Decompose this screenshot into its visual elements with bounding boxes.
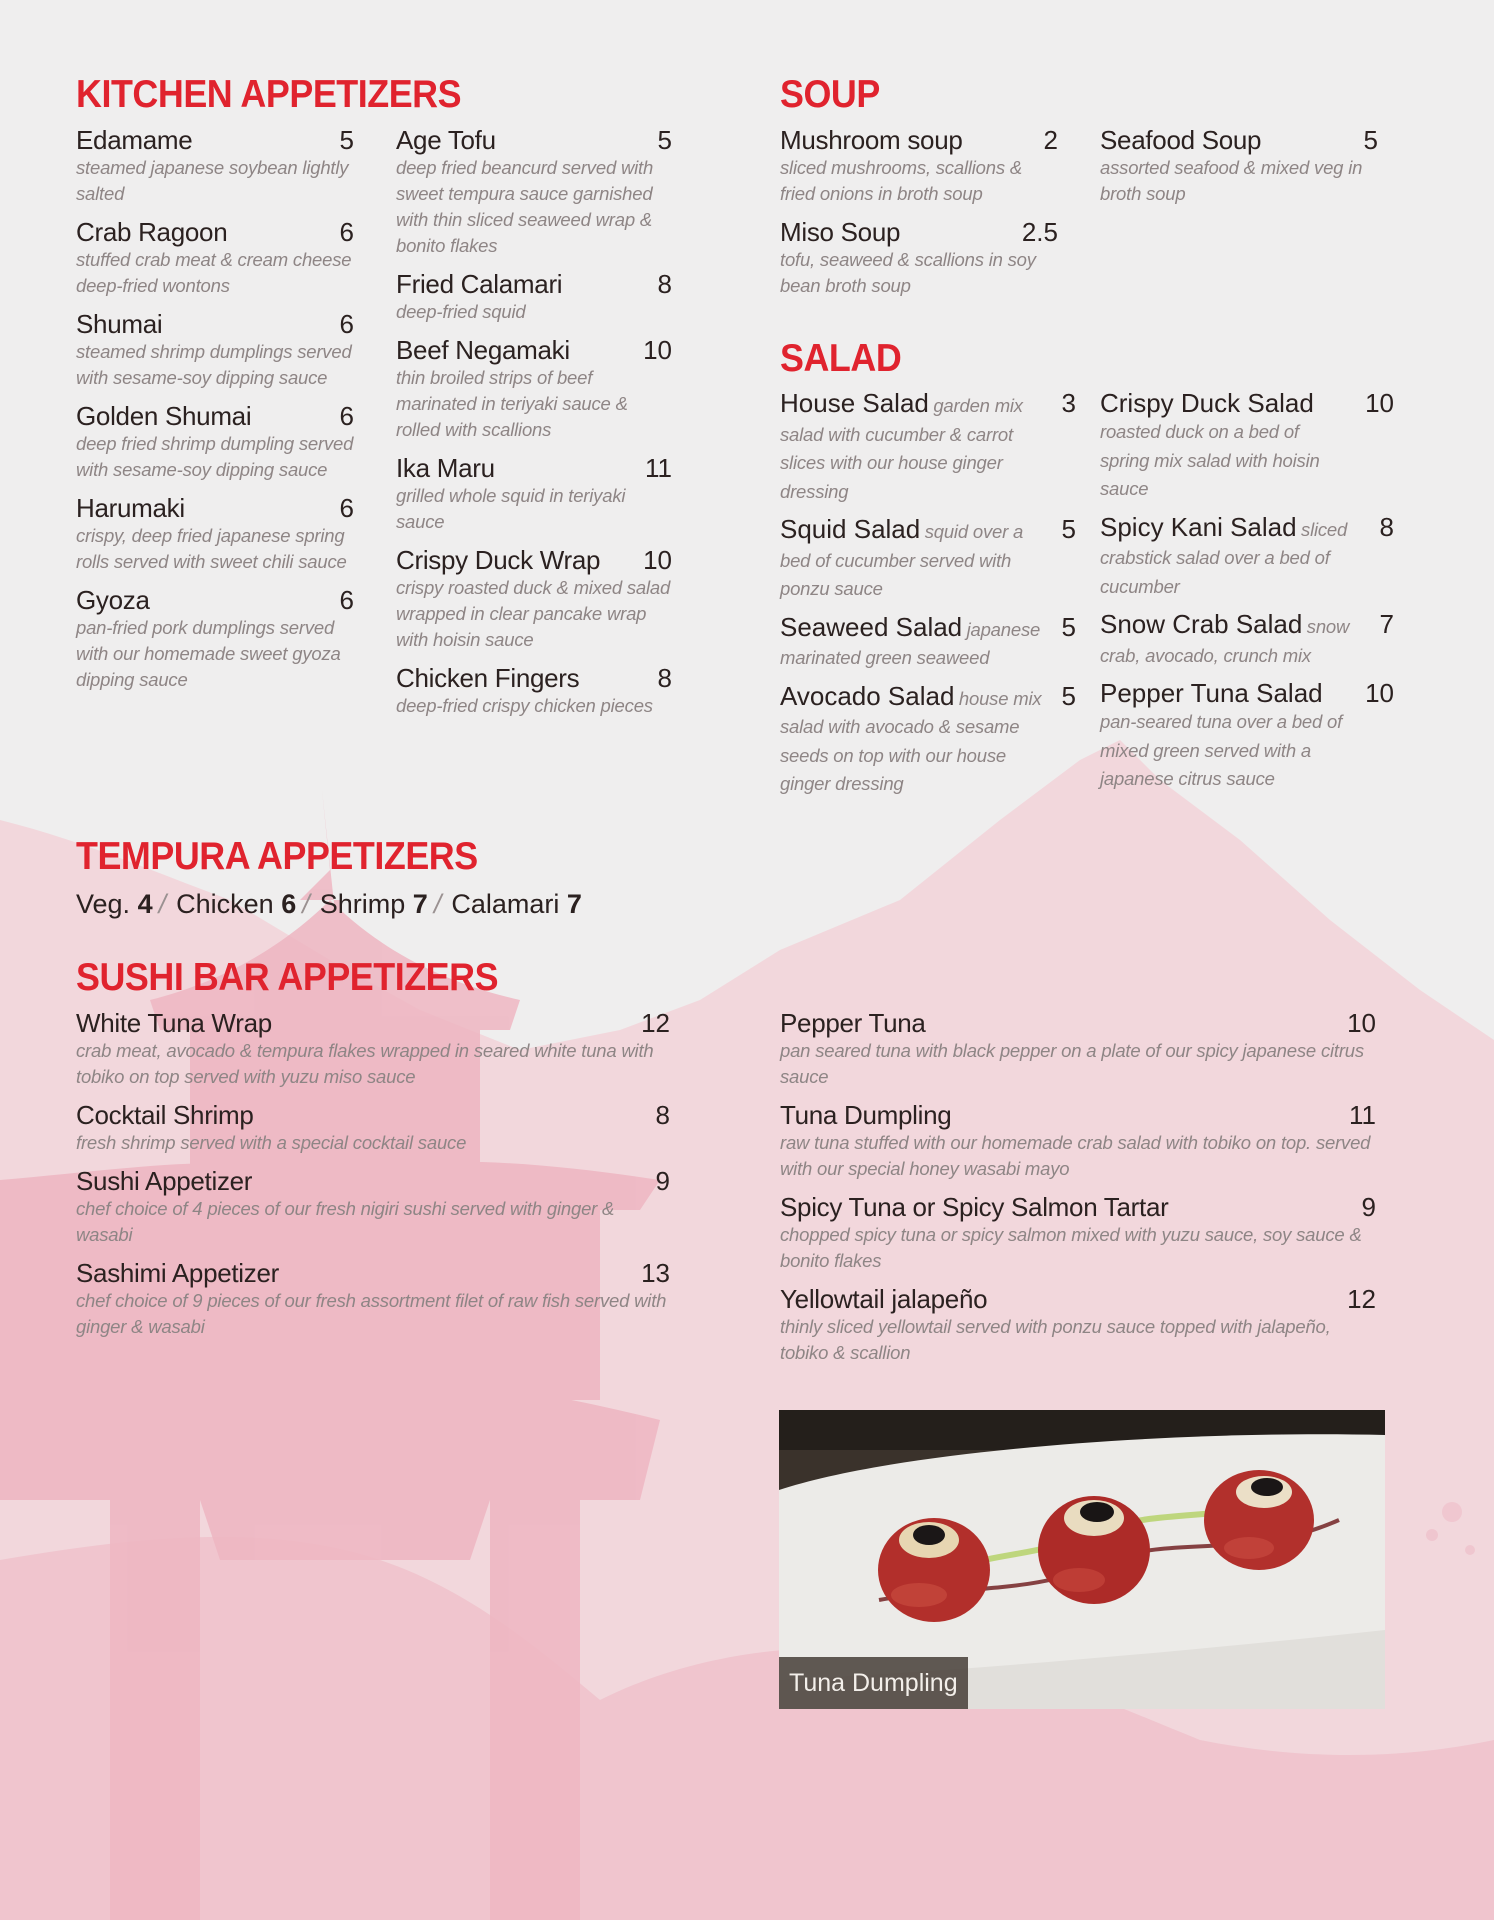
menu-item-price: 5 [1061, 611, 1076, 642]
menu-item-name: Seafood Soup [1100, 125, 1262, 155]
section-title-tempura-appetizers: TEMPURA APPETIZERS [76, 835, 478, 878]
menu-item-price: 9 [655, 1166, 670, 1196]
menu-item [396, 269, 672, 325]
menu-item-name: Yellowtail jalapeño [780, 1284, 988, 1314]
tempura-item-price: 7 [412, 889, 428, 919]
menu-item [396, 663, 672, 719]
menu-item-name: Shumai [76, 309, 163, 339]
menu-item-header [76, 125, 354, 155]
menu-item-header [780, 612, 1076, 673]
soup-column-1 [780, 125, 1058, 309]
soup-column-2 [1100, 125, 1378, 217]
menu-item-price: 5 [1061, 680, 1076, 711]
menu-item-price: 10 [643, 335, 672, 365]
menu-item [1100, 609, 1394, 670]
sushi-bar-column-1 [76, 1008, 670, 1350]
menu-item [76, 1258, 670, 1340]
menu-item-description: deep-fried squid [396, 301, 526, 322]
menu-item-text [780, 388, 1062, 506]
menu-item [1100, 678, 1394, 794]
menu-item [780, 1284, 1376, 1366]
menu-item-header [780, 1192, 1376, 1222]
menu-item [396, 545, 672, 653]
menu-item-header [76, 1258, 670, 1288]
tempura-item-name: Veg. [76, 889, 131, 919]
menu-item-name: Snow Crab Salad [1100, 609, 1303, 639]
menu-item-description: raw tuna stuffed with our homemade crab salad with tobiko on top. served with our special honey wasabi mayo [780, 1132, 1371, 1179]
menu-item-name: Mushroom soup [780, 125, 963, 155]
menu-item-name: White Tuna Wrap [76, 1008, 272, 1038]
menu-item-description: tofu, seaweed & scallions in soy bean broth soup [780, 249, 1036, 296]
menu-item-price: 12 [641, 1008, 670, 1038]
menu-item [780, 1008, 1376, 1090]
menu-item-description: stuffed crab meat & cream cheese deep-fried wontons [76, 249, 352, 296]
menu-item-description: garden mix salad with cucumber & carrot slices with our house ginger dressing [780, 395, 1023, 502]
menu-item-price: 10 [1365, 678, 1394, 708]
section-title-sushi-bar-appetizers: SUSHI BAR APPETIZERS [76, 956, 499, 999]
menu-item-header [76, 585, 354, 615]
menu-item-price: 6 [339, 493, 354, 523]
menu-item-description: deep-fried crispy chicken pieces [396, 695, 653, 716]
menu-item-header [76, 1008, 670, 1038]
menu-item-header [1100, 388, 1394, 504]
menu-item-description: steamed shrimp dumplings served with sesame-soy dipping sauce [76, 341, 352, 388]
tempura-separator: / [302, 889, 310, 919]
menu-item-price: 10 [1347, 1008, 1376, 1038]
menu-item-header [76, 217, 354, 247]
menu-item-name: Avocado Salad [780, 680, 955, 711]
menu-item-header [76, 493, 354, 523]
tempura-price-line [76, 888, 582, 920]
menu-item-name: Sashimi Appetizer [76, 1258, 280, 1288]
menu-item-price: 6 [339, 217, 354, 247]
menu-item-description: crab meat, avocado & tempura flakes wrapped in seared white tuna with tobiko on top served with yuzu miso sauce [76, 1040, 654, 1087]
menu-item-description: crispy, deep fried japanese spring rolls served with sweet chili sauce [76, 525, 347, 572]
menu-item-price: 2 [1043, 125, 1058, 155]
menu-item-name: Pepper Tuna [780, 1008, 926, 1038]
menu-item-description: pan-seared tuna over a bed of mixed green served with a japanese citrus sauce [1100, 711, 1343, 789]
menu-item-price: 12 [1347, 1284, 1376, 1314]
menu-item-header [396, 125, 672, 155]
menu-item [76, 1166, 670, 1248]
menu-item-name: House Salad [780, 388, 929, 418]
menu-item-text [1100, 512, 1380, 602]
menu-item-name: Miso Soup [780, 217, 901, 247]
menu-item-price: 5 [1363, 125, 1378, 155]
menu-item [396, 125, 672, 259]
menu-item-price: 6 [339, 309, 354, 339]
menu-item-name: Tuna Dumpling [780, 1100, 952, 1130]
menu-item-price: 6 [339, 585, 354, 615]
menu-item-description: squid over a bed of cucumber served with ponzu sauce [780, 521, 1024, 599]
tempura-separator: / [433, 889, 442, 919]
menu-item-name: Seaweed Salad [780, 611, 963, 642]
tempura-item-name: Shrimp [319, 889, 406, 919]
menu-item-header [76, 1100, 670, 1130]
menu-item-description: deep fried beancurd served with sweet tempura sauce garnished with thin sliced seaweed wrap & bonito flakes [396, 157, 654, 256]
menu-item-header [780, 388, 1076, 506]
section-title-soup: SOUP [780, 73, 880, 116]
menu-item [780, 1100, 1376, 1182]
menu-item-header [76, 401, 354, 431]
menu-item-description: chef choice of 9 pieces of our fresh assortment filet of raw fish served with ginger & wasabi [76, 1290, 667, 1337]
menu-item-description: deep fried shrimp dumpling served with sesame-soy dipping sauce [76, 433, 354, 480]
menu-item-description: chopped spicy tuna or spicy salmon mixed with yuzu sauce, soy sauce & bonito flakes [780, 1224, 1362, 1271]
menu-item-name: Ika Maru [396, 453, 495, 483]
menu-item [780, 681, 1076, 799]
menu-item-description: house mix salad with avocado & sesame seeds on top with our house ginger dressing [780, 687, 1042, 794]
menu-item [1100, 125, 1378, 207]
menu-item-header [396, 545, 672, 575]
menu-item-text [780, 514, 1062, 604]
menu-item-price: 2.5 [1021, 217, 1058, 247]
kitchen-appetizers-column-1 [76, 125, 354, 703]
menu-item [396, 453, 672, 535]
menu-item-text [1100, 388, 1365, 504]
menu-item [76, 493, 354, 575]
menu-item-description: snow crab, avocado, crunch mix [1100, 616, 1350, 666]
menu-item-name: Age Tofu [396, 125, 496, 155]
menu-item-header [396, 663, 672, 693]
menu-item-name: Crispy Duck Wrap [396, 545, 601, 575]
menu-item-description: crispy roasted duck & mixed salad wrapped in clear pancake wrap with hoisin sauce [396, 577, 671, 650]
menu-item-header [76, 1166, 670, 1196]
tempura-item-price: 7 [566, 889, 582, 919]
menu-item-description: steamed japanese soybean lightly salted [76, 157, 349, 204]
menu-item-price: 13 [641, 1258, 670, 1288]
menu-item-header [780, 1008, 1376, 1038]
menu-item-price: 11 [1349, 1100, 1376, 1130]
menu-item-price: 5 [339, 125, 354, 155]
menu-item-description: pan-fried pork dumplings served with our homemade sweet gyoza dipping sauce [76, 617, 341, 690]
menu-item [76, 401, 354, 483]
menu-item-header [396, 269, 672, 299]
menu-item [780, 217, 1058, 299]
menu-item-header [780, 681, 1076, 799]
menu-item-price: 8 [657, 663, 672, 693]
menu-item-price: 3 [1061, 388, 1076, 418]
menu-item-description: thin broiled strips of beef marinated in teriyaki sauce & rolled with scallions [396, 367, 628, 440]
menu-item-name: Cocktail Shrimp [76, 1100, 254, 1130]
menu-item-price: 5 [657, 125, 672, 155]
section-title-salad: SALAD [780, 337, 902, 380]
menu-item-description: thinly sliced yellowtail served with ponzu sauce topped with jalapeño, tobiko & scallion [780, 1316, 1331, 1363]
menu-item-description: assorted seafood & mixed veg in broth soup [1100, 157, 1363, 204]
menu-item-price: 5 [1061, 514, 1076, 544]
menu-item-name: Harumaki [76, 493, 185, 523]
menu-item-header [780, 1284, 1376, 1314]
menu-item [780, 125, 1058, 207]
menu-item-name: Pepper Tuna Salad [1100, 678, 1323, 708]
menu-item-description: chef choice of 4 pieces of our fresh nigiri sushi served with ginger & wasabi [76, 1198, 615, 1245]
menu-item-header [780, 1100, 1376, 1130]
menu-item-price: 10 [1365, 388, 1394, 418]
menu-item-name: Gyoza [76, 585, 150, 615]
menu-item-name: Chicken Fingers [396, 663, 580, 693]
menu-item-name: Spicy Kani Salad [1100, 511, 1297, 542]
menu-item-header [780, 514, 1076, 604]
menu-item [780, 1192, 1376, 1274]
menu-item [396, 335, 672, 443]
menu-item-price: 7 [1379, 609, 1394, 639]
menu-item [76, 1008, 670, 1090]
menu-item-name: Edamame [76, 125, 193, 155]
tempura-separator: / [158, 889, 167, 919]
menu-item-name: Golden Shumai [76, 401, 252, 431]
menu-item-name: Beef Negamaki [396, 335, 570, 365]
salad-column-2 [1100, 388, 1394, 802]
menu-item-description: sliced mushrooms, scallions & fried onions in broth soup [780, 157, 1022, 204]
menu-item-name: Crispy Duck Salad [1100, 388, 1314, 418]
menu-item-price: 6 [339, 401, 354, 431]
menu-item-description: sliced crabstick salad over a bed of cucumber [1100, 518, 1348, 597]
menu-item-name: Squid Salad [780, 514, 921, 544]
menu-item [1100, 388, 1394, 504]
menu-item [780, 612, 1076, 673]
menu-item-price: 11 [645, 453, 672, 483]
menu-item-header [396, 335, 672, 365]
menu-item-text [780, 612, 1062, 673]
menu-item-price: 8 [1379, 511, 1394, 542]
menu-item-header [1100, 512, 1394, 602]
menu-item [1100, 512, 1394, 602]
sushi-bar-column-2 [780, 1008, 1376, 1376]
tempura-item-price: 4 [137, 889, 153, 919]
menu-item-price: 8 [655, 1100, 670, 1130]
menu-item-header [780, 217, 1058, 247]
menu-item-name: Spicy Tuna or Spicy Salmon Tartar [780, 1192, 1169, 1222]
menu-item-description: fresh shrimp served with a special cocktail sauce [76, 1132, 467, 1153]
menu-item-text [780, 681, 1062, 799]
menu-item-description: grilled whole squid in teriyaki sauce [396, 485, 626, 532]
menu-item-header [1100, 125, 1378, 155]
menu-item [76, 1100, 670, 1156]
photo-caption: Tuna Dumpling [779, 1657, 968, 1709]
menu-item-header [780, 125, 1058, 155]
menu-item [780, 388, 1076, 506]
menu-item-header [1100, 678, 1394, 794]
menu-item [780, 514, 1076, 604]
menu-item-header [76, 309, 354, 339]
menu-item-name: Crab Ragoon [76, 217, 228, 247]
menu-item [76, 585, 354, 693]
menu-item-name: Sushi Appetizer [76, 1166, 253, 1196]
menu-item-price: 10 [643, 545, 672, 575]
menu-item-description: japanese marinated green seaweed [780, 618, 1041, 668]
salad-column-1 [780, 388, 1076, 807]
menu-item-header [396, 453, 672, 483]
tempura-item-price: 6 [281, 889, 297, 919]
tempura-item-name: Chicken [176, 889, 274, 919]
menu-item-price: 8 [657, 269, 672, 299]
menu-item-description: pan seared tuna with black pepper on a plate of our spicy japanese citrus sauce [780, 1040, 1364, 1087]
menu-item [76, 309, 354, 391]
menu-item-description: roasted duck on a bed of spring mix salad with hoisin sauce [1100, 421, 1320, 499]
kitchen-appetizers-column-2 [396, 125, 672, 729]
menu-item-price: 9 [1361, 1192, 1376, 1222]
menu-item [76, 217, 354, 299]
menu-item-name: Fried Calamari [396, 269, 563, 299]
tempura-item-name: Calamari [451, 889, 560, 919]
section-title-kitchen-appetizers: KITCHEN APPETIZERS [76, 73, 462, 116]
menu-item-header [1100, 609, 1394, 670]
menu-item-text [1100, 609, 1380, 670]
menu-item-text [1100, 678, 1365, 794]
menu-item [76, 125, 354, 207]
